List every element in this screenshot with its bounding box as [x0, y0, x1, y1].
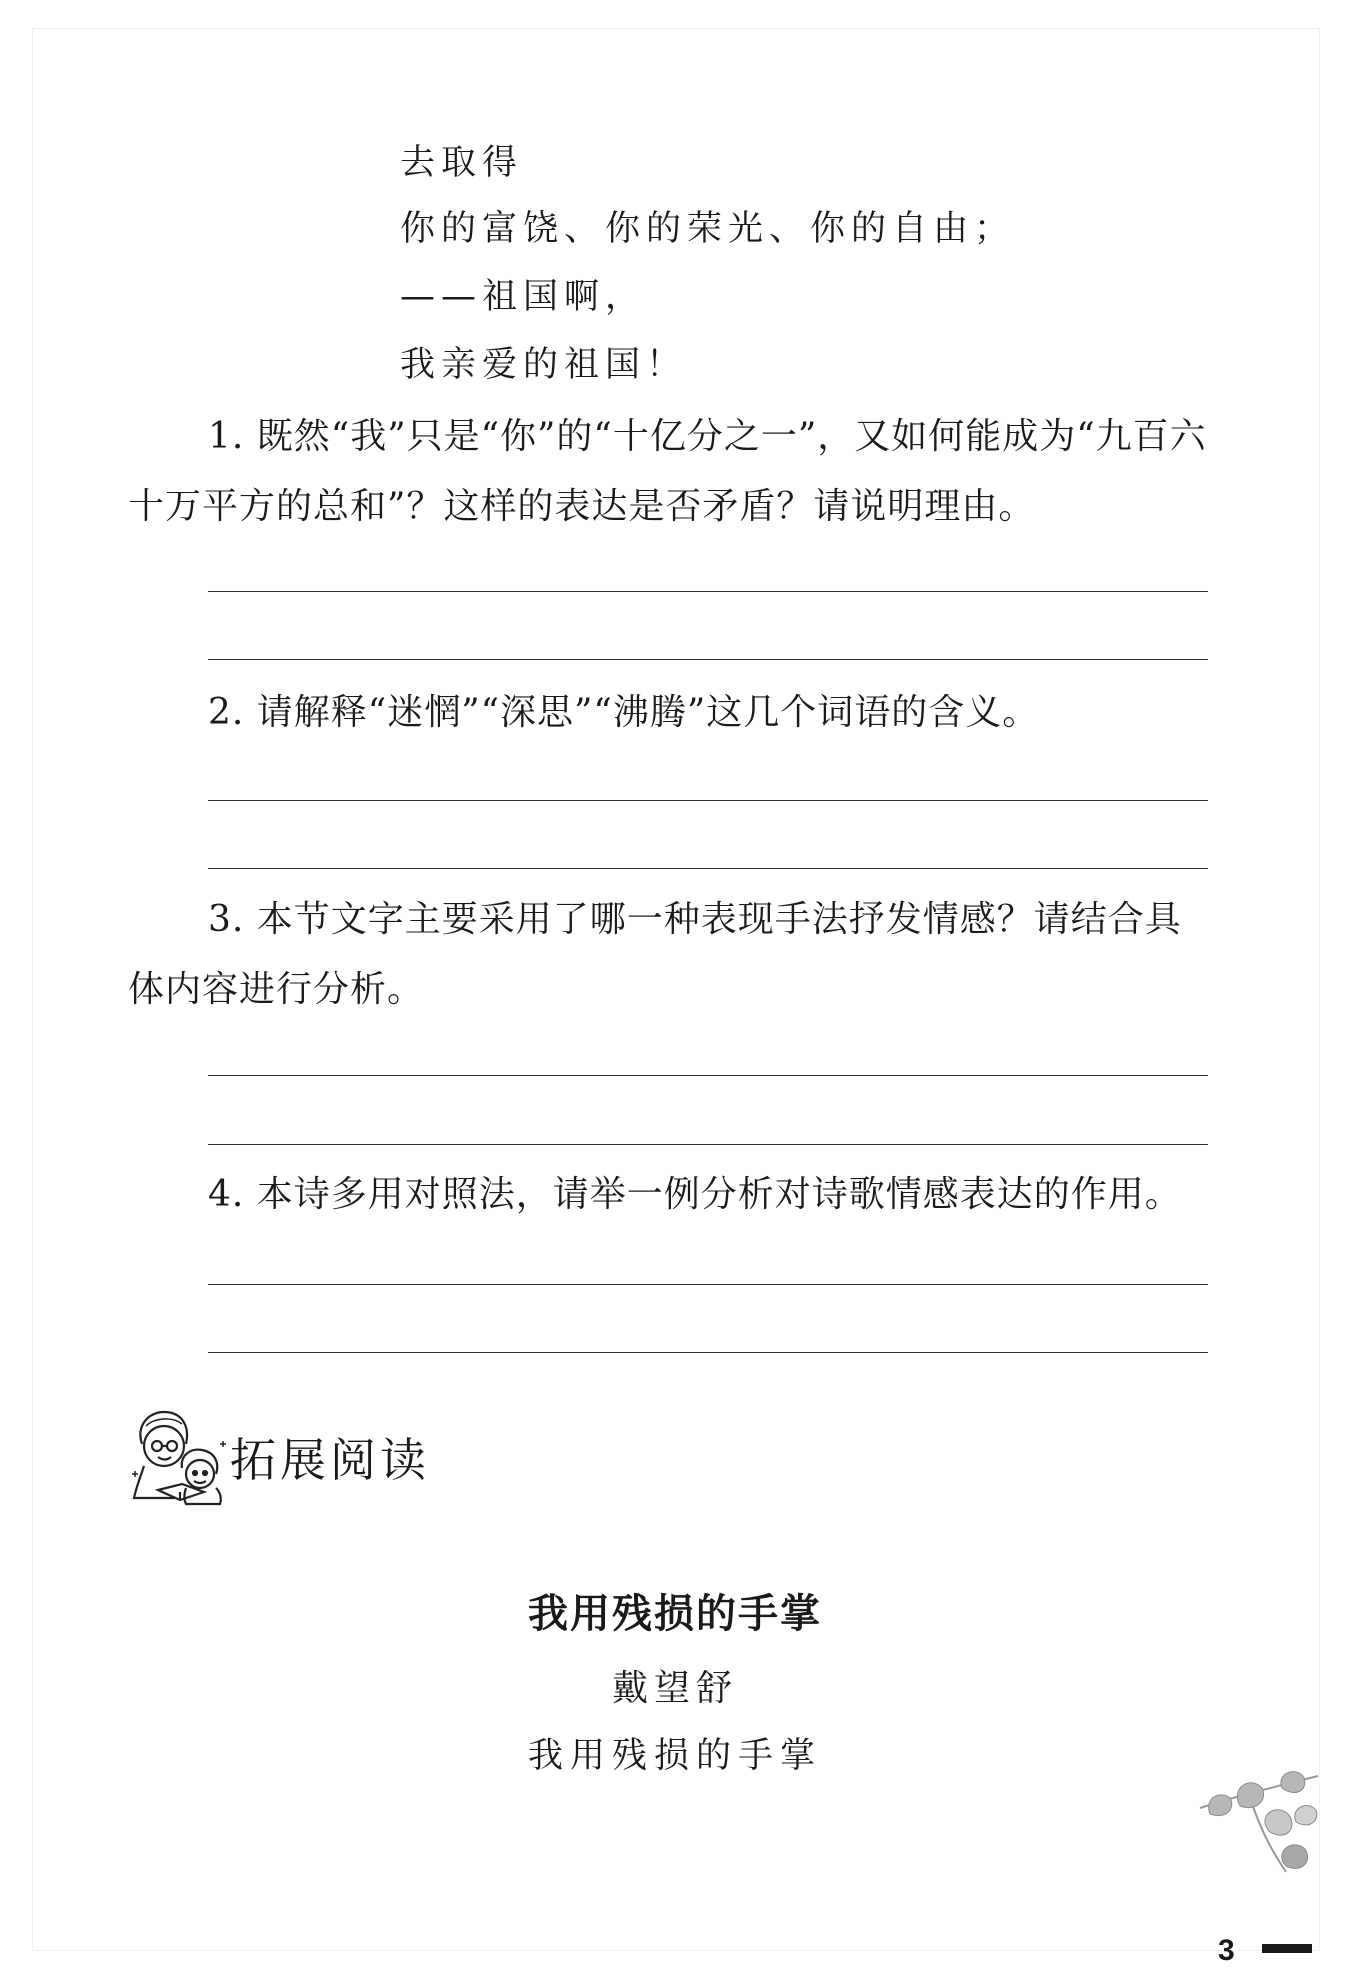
poem-line: 你的富饶、你的荣光、你的自由；: [400, 209, 1016, 249]
reading-title: 我用残损的手掌: [528, 1591, 822, 1637]
page-number: 3: [1218, 1934, 1235, 1967]
reading-author: 戴望舒: [611, 1668, 738, 1709]
section-title: 拓展阅读: [230, 1433, 430, 1487]
section-heading: [128, 1404, 488, 1508]
reading-first-line: 我用残损的手掌: [527, 1736, 822, 1776]
answer-line-1a[interactable]: [208, 591, 1208, 592]
answer-line-3a[interactable]: [208, 1075, 1208, 1076]
reading-children-icon: [128, 1404, 228, 1508]
answer-line-4a[interactable]: [208, 1284, 1208, 1285]
answer-line-2b[interactable]: [208, 868, 1208, 869]
poem-line: 我亲爱的祖国！: [400, 345, 688, 385]
answer-line-3b[interactable]: [208, 1144, 1208, 1145]
question-1: 1. 既然“我”只是“你”的“十亿分之一”，又如何能成为“九百六十万平方的总和”？这样的表达是否矛盾？请说明理由。: [128, 416, 1207, 527]
answer-line-1b[interactable]: [208, 659, 1208, 660]
answer-line-4b[interactable]: [208, 1352, 1208, 1353]
question-2: 2. 请解释“迷惘”“深思”“沸腾”这几个词语的含义。: [208, 692, 1040, 733]
page-number-bar: [1262, 1944, 1312, 1953]
question-4: 4. 本诗多用对照法，请举一例分析对诗歌情感表达的作用。: [208, 1174, 1182, 1215]
answer-line-2a[interactable]: [208, 800, 1208, 801]
question-3: 3. 本节文字主要采用了哪一种表现手法抒发情感？请结合具体内容进行分析。: [128, 899, 1182, 1010]
poem-line: 去取得: [400, 143, 524, 183]
leaf-branch-icon: [1190, 1768, 1320, 1878]
poem-line: ——祖国啊，: [400, 277, 647, 317]
